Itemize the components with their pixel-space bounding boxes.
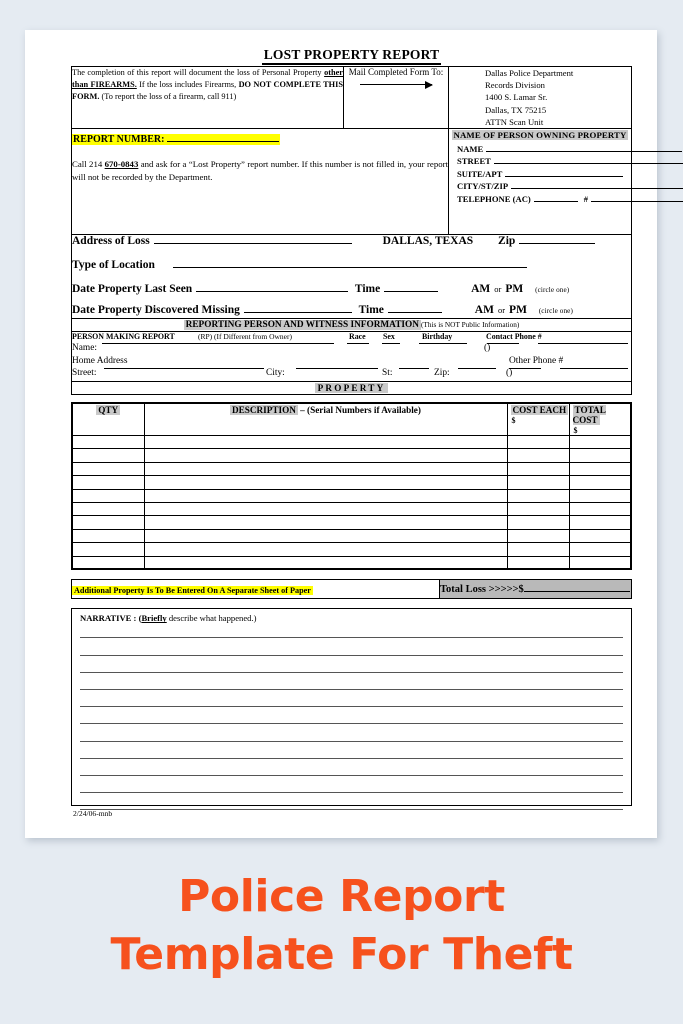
- cell-description[interactable]: [144, 449, 507, 462]
- additional-property-cell: [72, 580, 440, 599]
- rp-other-phone-label: Other Phone #: [509, 355, 564, 366]
- cell-qty[interactable]: [72, 449, 144, 462]
- cell-description[interactable]: [144, 462, 507, 475]
- rp-city-label: City:: [266, 368, 285, 379]
- address-of-loss-row[interactable]: [72, 235, 631, 247]
- rp-contact-phone-input[interactable]: [538, 343, 628, 344]
- caption-line-1: Police Report: [178, 871, 505, 922]
- time-discovered-input[interactable]: [388, 312, 442, 313]
- table-row[interactable]: [72, 516, 631, 529]
- page-title: LOST PROPERTY REPORT: [71, 47, 632, 64]
- owner-citystzip-input[interactable]: [511, 188, 683, 189]
- table-row[interactable]: [72, 556, 631, 569]
- circle-one-hint: (circle one): [538, 307, 573, 316]
- table-row[interactable]: [72, 462, 631, 475]
- am-option[interactable]: AM: [471, 283, 491, 296]
- rp-zip-input[interactable]: [458, 368, 496, 369]
- table-row[interactable]: [72, 489, 631, 502]
- agency-address-line: Dallas Police Department: [485, 68, 574, 78]
- report-number-input[interactable]: [167, 141, 279, 142]
- or-label: or: [497, 305, 506, 316]
- rp-st-input[interactable]: [399, 368, 429, 369]
- form-footer-code: 2/24/06-mnb: [73, 809, 113, 819]
- cell-qty[interactable]: [72, 529, 144, 542]
- narrative-label: NARRATIVE : (Briefly describe what happened.): [80, 613, 257, 624]
- date-last-seen-input[interactable]: [196, 291, 348, 292]
- cell-cost-each[interactable]: [507, 489, 569, 502]
- additional-property-note: Additional Property Is To Be Entered On A Separate Sheet of Paper: [74, 586, 311, 596]
- date-discovered-input[interactable]: [244, 312, 352, 313]
- rp-street-label: Street:: [72, 368, 97, 379]
- narrative-line[interactable]: [80, 707, 623, 724]
- owner-suite-input[interactable]: [505, 176, 623, 177]
- warning-text-p3: If the loss includes Firearms,: [136, 80, 239, 90]
- agency-address-line: Dallas, TX 75215: [485, 104, 547, 115]
- cell-total-cost[interactable]: [569, 543, 631, 556]
- note-p1: Call 214: [72, 159, 105, 170]
- warning-text-p5: (To report the loss of a firearm, call 911): [99, 92, 237, 102]
- type-of-location-input[interactable]: [173, 267, 527, 268]
- cell-qty[interactable]: [72, 436, 144, 449]
- cell-cost-each[interactable]: [507, 476, 569, 489]
- type-of-location-row[interactable]: [72, 259, 631, 271]
- owner-name-input[interactable]: [486, 151, 682, 152]
- or-label: or: [494, 284, 502, 295]
- narrative-box[interactable]: [71, 608, 632, 806]
- loss-details-cell: [72, 235, 632, 319]
- rp-contact-areacode[interactable]: ( ): [484, 343, 490, 353]
- agency-address-line: 1400 S. Lamar Sr.: [485, 92, 548, 103]
- cell-description[interactable]: [144, 516, 507, 529]
- rp-other-phone-input[interactable]: [560, 368, 628, 369]
- cell-total-cost[interactable]: [569, 476, 631, 489]
- col-header-total-cost: TOTAL COST $: [569, 403, 631, 436]
- owner-field-name[interactable]: [449, 141, 631, 154]
- cell-description[interactable]: [144, 489, 507, 502]
- narrative-line[interactable]: [80, 793, 623, 810]
- owner-field-suite[interactable]: [449, 166, 631, 179]
- document-page: [25, 30, 657, 838]
- type-of-location-label: Type of Location: [72, 259, 155, 272]
- col-birthday-header: Birthday: [422, 332, 453, 342]
- address-of-loss-label: Address of Loss: [72, 235, 150, 248]
- narrative-line[interactable]: [80, 673, 623, 690]
- narrative-line[interactable]: [80, 759, 623, 776]
- zip-input[interactable]: [519, 243, 595, 244]
- property-table-body: [72, 436, 631, 570]
- col-header-description: DESCRIPTION – (Serial Numbers if Available): [144, 403, 507, 436]
- col-header-cost-each: COST EACH $: [507, 403, 569, 436]
- report-number-field[interactable]: [72, 134, 280, 145]
- agency-address-line: ATTN Scan Unit: [485, 116, 544, 127]
- total-loss-cell[interactable]: [440, 580, 632, 599]
- narrative-line[interactable]: [80, 623, 623, 638]
- agency-address-cell: [449, 67, 632, 129]
- report-number-label: REPORT NUMBER:: [73, 134, 165, 146]
- cell-cost-each[interactable]: [507, 516, 569, 529]
- rp-st-label: St:: [382, 368, 393, 379]
- reporting-section-title: REPORTING PERSON AND WITNESS INFORMATION (This is NOT Public Information): [185, 320, 520, 331]
- field-label: CITY/ST/ZIP: [457, 181, 509, 192]
- time-last-seen-input[interactable]: [384, 291, 438, 292]
- cell-description[interactable]: [144, 529, 507, 542]
- cell-qty[interactable]: [72, 556, 144, 569]
- narrative-line[interactable]: [80, 638, 623, 655]
- rp-name-label: Name:: [72, 343, 97, 354]
- field-label: STREET: [457, 156, 491, 167]
- date-discovered-row[interactable]: [72, 304, 631, 316]
- total-loss-input[interactable]: [524, 591, 630, 592]
- rp-sex-input[interactable]: [382, 343, 400, 344]
- owner-field-street[interactable]: [449, 154, 631, 167]
- table-row[interactable]: [72, 502, 631, 515]
- address-of-loss-input[interactable]: [154, 243, 352, 244]
- cell-cost-each[interactable]: [507, 462, 569, 475]
- mail-to-label: Mail Completed Form To:: [348, 67, 444, 77]
- col-race-header: Race: [349, 332, 366, 342]
- caption-line-2: Template For Theft: [110, 929, 573, 980]
- cell-description[interactable]: [144, 556, 507, 569]
- table-header-row: [72, 403, 631, 436]
- col-contact-phone-header: Contact Phone #: [486, 332, 542, 342]
- cell-cost-each[interactable]: [507, 436, 569, 449]
- narrative-line[interactable]: [80, 742, 623, 759]
- owner-phone-input[interactable]: [591, 201, 683, 202]
- reporting-column-headers: [72, 332, 631, 343]
- table-row[interactable]: [72, 436, 631, 449]
- person-making-report-note: (RP) (If Different from Owner): [198, 332, 292, 342]
- rp-name-input[interactable]: [102, 343, 334, 344]
- cell-description[interactable]: [144, 436, 507, 449]
- rp-birthday-input[interactable]: [419, 343, 467, 344]
- mail-to-cell: [344, 67, 449, 129]
- warning-text-firearms: other than FIREARMS.: [72, 68, 343, 90]
- caption-block: [0, 868, 683, 984]
- header-table: [71, 66, 632, 395]
- cell-total-cost[interactable]: [569, 516, 631, 529]
- total-loss-label: Total Loss >>>>>$: [440, 583, 524, 595]
- am-option[interactable]: AM: [474, 304, 494, 317]
- right-arrow-icon: [344, 84, 448, 96]
- col-header-qty: QTY: [72, 403, 144, 436]
- person-making-report-label: PERSON MAKING REPORT: [72, 332, 175, 342]
- rp-street-row[interactable]: [72, 368, 631, 381]
- pm-option[interactable]: PM: [505, 283, 524, 296]
- cell-total-cost[interactable]: [569, 449, 631, 462]
- table-row[interactable]: [72, 529, 631, 542]
- cell-cost-each[interactable]: [507, 543, 569, 556]
- zip-label: Zip: [498, 235, 516, 248]
- field-label: NAME: [457, 143, 484, 154]
- date-discovered-label: Date Property Discovered Missing: [72, 304, 240, 317]
- agency-address-line: Records Division: [485, 80, 545, 91]
- cell-total-cost[interactable]: [569, 529, 631, 542]
- rp-zip-label: Zip:: [434, 368, 450, 379]
- report-number-note: [72, 158, 448, 184]
- cell-cost-each[interactable]: [507, 502, 569, 515]
- reporting-section-header-cell: [72, 319, 632, 332]
- firearms-warning-cell: [72, 67, 344, 129]
- property-items-table: [71, 402, 632, 570]
- owner-field-citystzip[interactable]: [449, 179, 631, 192]
- cell-qty[interactable]: [72, 476, 144, 489]
- phone-number: 670-0843: [104, 159, 139, 170]
- cell-cost-each[interactable]: [507, 449, 569, 462]
- rp-name-row[interactable]: [72, 343, 631, 356]
- owner-areacode-input[interactable]: [534, 201, 578, 202]
- cell-qty[interactable]: [72, 543, 144, 556]
- cell-qty[interactable]: [72, 502, 144, 515]
- narrative-line[interactable]: [80, 690, 623, 707]
- cell-cost-each[interactable]: [507, 556, 569, 569]
- narrative-line[interactable]: [80, 724, 623, 741]
- table-row[interactable]: [72, 543, 631, 556]
- table-row[interactable]: [72, 449, 631, 462]
- warning-text-donot: DO NOT COMPLETE THIS FORM.: [72, 80, 343, 102]
- field-label: TELEPHONE (AC): [457, 193, 531, 204]
- date-last-seen-label: Date Property Last Seen: [72, 283, 193, 296]
- rp-home-address-row: [72, 356, 631, 369]
- cell-cost-each[interactable]: [507, 529, 569, 542]
- cell-description[interactable]: [144, 543, 507, 556]
- lost-property-report-form: [71, 47, 632, 818]
- owner-information-cell: [449, 129, 632, 235]
- narrative-lines[interactable]: [80, 623, 623, 810]
- cell-qty[interactable]: [72, 462, 144, 475]
- table-row[interactable]: [72, 476, 631, 489]
- rp-city-input[interactable]: [296, 368, 378, 369]
- cell-total-cost[interactable]: [569, 436, 631, 449]
- circle-one-hint: (circle one): [535, 286, 570, 295]
- property-divider: PROPERTY: [72, 382, 631, 394]
- pm-option[interactable]: PM: [509, 304, 527, 317]
- col-sex-header: Sex: [383, 332, 395, 342]
- totals-table: [71, 579, 632, 599]
- owner-section-title: NAME OF PERSON OWNING PROPERTY: [453, 130, 627, 141]
- narrative-line[interactable]: [80, 776, 623, 793]
- cell-qty[interactable]: [72, 516, 144, 529]
- property-divider-cell: [72, 382, 632, 395]
- date-last-seen-row[interactable]: [72, 283, 631, 295]
- time-label: Time: [358, 304, 384, 317]
- owner-field-telephone[interactable]: [449, 191, 631, 204]
- city-state-label: DALLAS, TEXAS: [382, 235, 474, 248]
- cell-description[interactable]: [144, 502, 507, 515]
- warning-text-p1: The completion of this report will document the loss of Personal Property: [72, 68, 325, 77]
- field-label: SUITE/APT: [457, 168, 503, 179]
- cell-description[interactable]: [144, 476, 507, 489]
- rp-race-input[interactable]: [347, 343, 369, 344]
- rp-street-input[interactable]: [104, 368, 264, 369]
- owner-street-input[interactable]: [494, 163, 683, 164]
- hash-label: #: [583, 193, 589, 204]
- cell-total-cost[interactable]: [569, 556, 631, 569]
- narrative-line[interactable]: [80, 656, 623, 673]
- cell-qty[interactable]: [72, 489, 144, 502]
- report-number-cell: [72, 129, 449, 235]
- time-label: Time: [354, 283, 381, 296]
- note-p3: and ask for a “Lost Property” report number. If this number is not filled in, your report will not be recorded by the Department.: [72, 159, 448, 183]
- rp-home-address-label: Home Address: [72, 355, 128, 366]
- cell-total-cost[interactable]: [569, 502, 631, 515]
- rp-other-areacode[interactable]: ( ): [506, 368, 512, 378]
- reporting-person-cell: [72, 332, 632, 382]
- cell-total-cost[interactable]: [569, 489, 631, 502]
- cell-total-cost[interactable]: [569, 462, 631, 475]
